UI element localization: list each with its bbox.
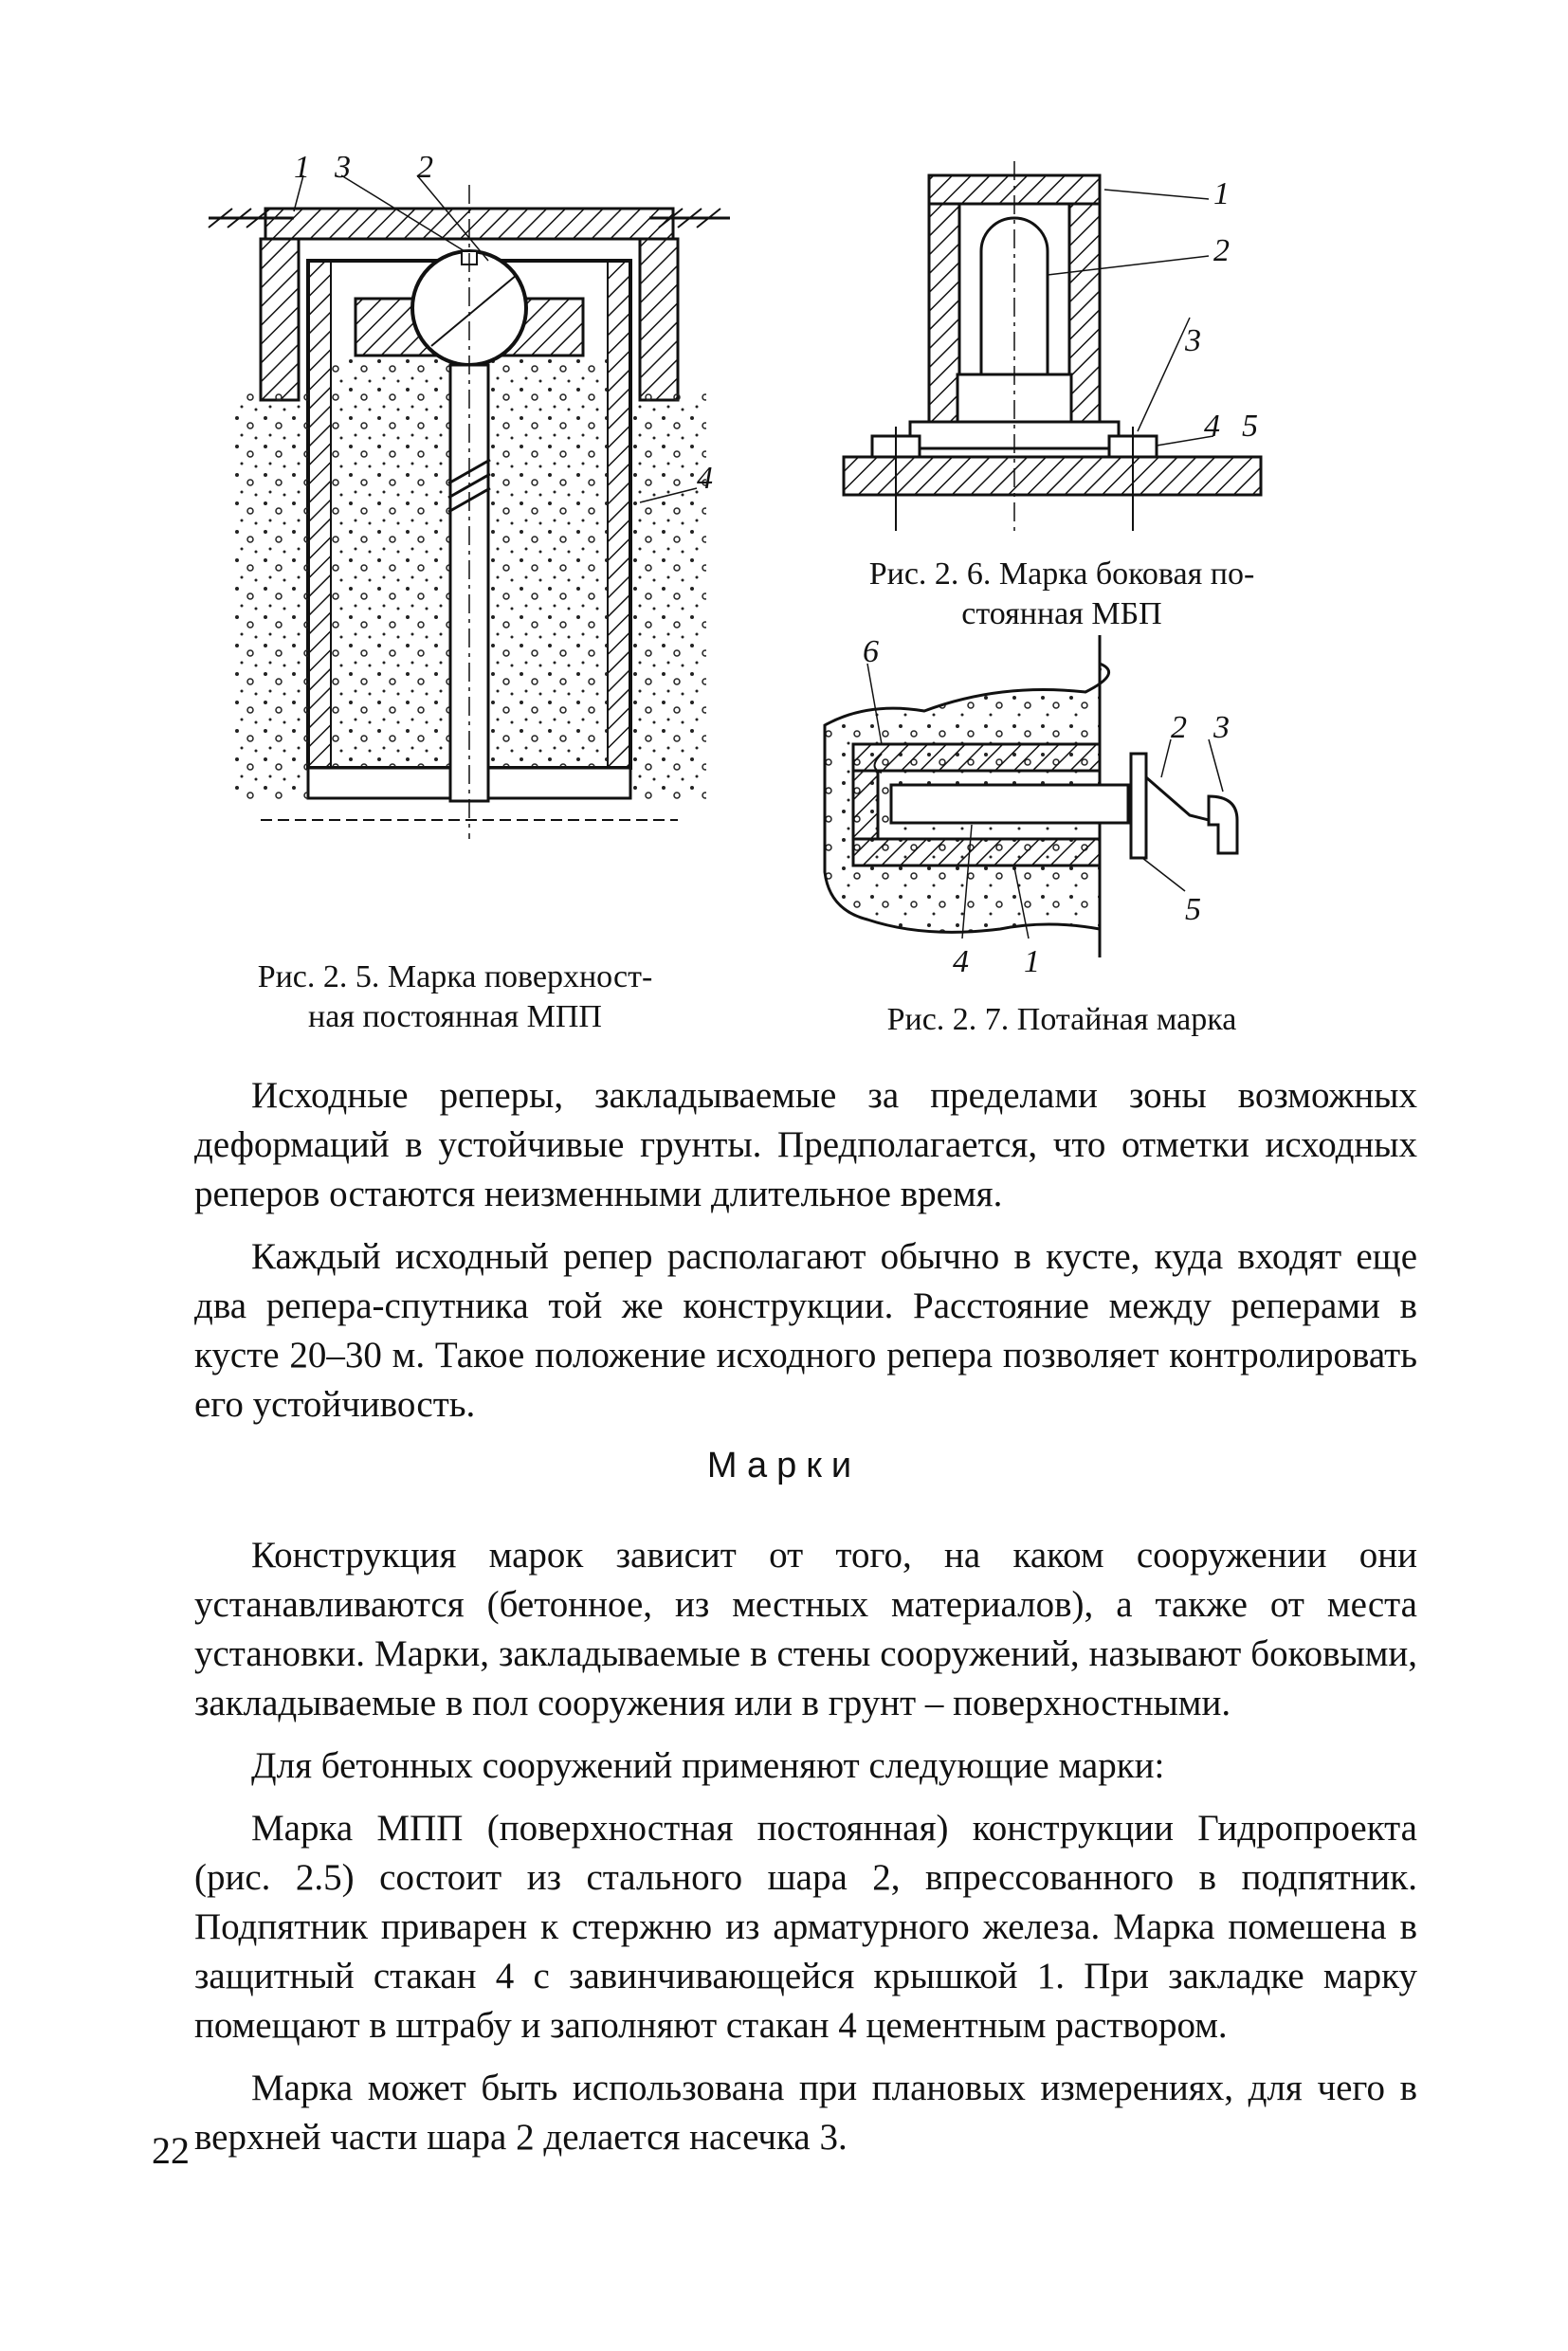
fig26-label-1: 1 (1213, 176, 1230, 211)
paragraph-2: Каждый исходный репер располагают обычно в кусте, куда входят еще два репера-спутника той же конструкции. Расстояние между реперами в кусте 20–30 м. Такое положение исходного репера позволяет контролировать его устойчивость. (194, 1236, 1417, 1425)
figure-2-5-caption (190, 957, 720, 1037)
figure-2-5-caption-line-2: ная постоянная МПП (308, 999, 602, 1034)
fig27-label-3: 3 (1213, 710, 1230, 745)
figure-2-6-drawing (834, 161, 1270, 540)
figure-2-7-caption-text: Рис. 2. 7. Потайная марка (886, 1002, 1237, 1037)
intro-paragraphs (194, 1071, 1417, 1443)
fig27-label-5: 5 (1185, 892, 1201, 927)
figure-2-6-caption (806, 555, 1318, 634)
section-heading: Марки (706, 1446, 862, 1485)
figure-2-5-caption-line-1: Рис. 2. 5. Марка поверхност- (257, 959, 653, 994)
figure-2-5 (204, 156, 735, 848)
fig26-label-4: 4 (1204, 409, 1220, 444)
fig26-label-3: 3 (1185, 323, 1201, 358)
figure-2-6 (834, 161, 1270, 540)
fig26-label-2: 2 (1213, 233, 1230, 268)
figure-2-6-caption-line-1: Рис. 2. 6. Марка боковая по- (868, 556, 1255, 592)
section-paragraphs (194, 1531, 1417, 2176)
fig27-label-2: 2 (1171, 710, 1187, 745)
page-number: 22 (152, 2129, 190, 2172)
figure-2-5-drawing (204, 156, 735, 848)
fig25-label-3: 3 (335, 156, 351, 185)
fig27-label-1: 1 (1024, 944, 1040, 979)
fig25-label-2: 2 (417, 156, 433, 185)
fig27-label-6: 6 (863, 635, 879, 669)
paragraph-4: Для бетонных сооружений применяют следующие марки: (251, 1745, 1165, 1786)
figure-2-7-caption (806, 1000, 1318, 1040)
figure-2-6-caption-line-2: стоянная МБП (961, 596, 1162, 631)
fig26-label-5: 5 (1242, 409, 1258, 444)
fig25-label-1: 1 (294, 156, 310, 185)
paragraph-1: Исходные реперы, закладываемые за пределами зоны возможных деформаций в устойчивые грунты. Предполагается, что отметки исходных реперов остаются неизменными длительное время. (194, 1075, 1417, 1214)
fig25-label-4: 4 (697, 461, 713, 496)
paragraph-6: Марка может быть использована при плановых измерениях, для чего в верхней части шара 2 делается насечка 3. (194, 2068, 1417, 2158)
paragraph-3: Конструкция марок зависит от того, на каком сооружении они устанавливаются (бетонное, из местных материалов), а также от места установки. Марки, закладываемые в стены сооружений, называют боковыми, закладываемые в пол сооружения или в грунт – поверхностными. (194, 1535, 1417, 1723)
fig27-label-4: 4 (953, 944, 969, 979)
figure-2-7 (811, 635, 1304, 995)
paragraph-5: Марка МПП (поверхностная постоянная) конструкции Гидропроекта (рис. 2.5) состоит из стального шара 2, впрессованного в подпятник. Подпятник приварен к стержню из арматурного железа. Марка помешена в защитный стакан 4 с завинчивающейся крышкой 1. При закладке марку помещают в штрабу и заполняют стакан 4 цементным раствором. (194, 1808, 1417, 2046)
figure-2-7-drawing (811, 635, 1304, 995)
